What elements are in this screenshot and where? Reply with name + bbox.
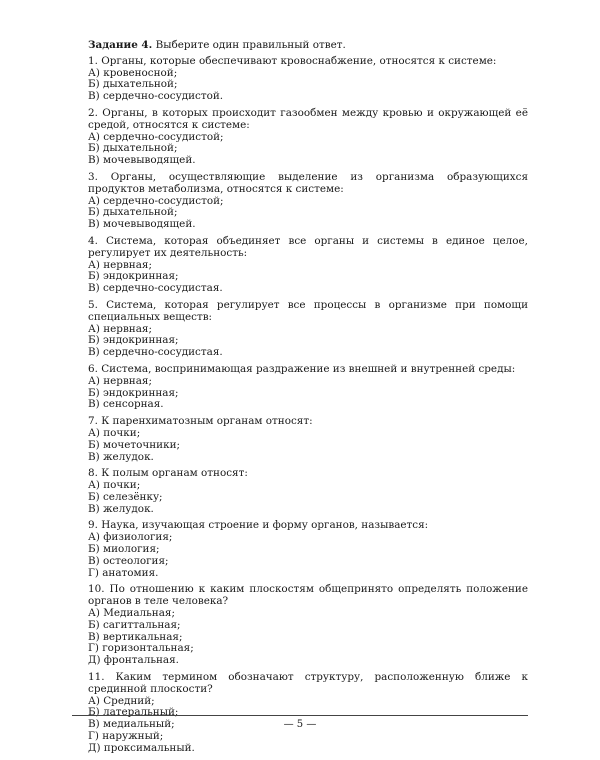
answer-option: Г) анатомия. [88,566,159,579]
question-11 [88,672,528,755]
answer-option: А) нервная; [88,258,152,271]
question-5 [88,300,528,359]
answer-option: В) сенсорная. [88,398,164,411]
question-stem: 3. Органы, осуществляющие выделение из организма образующихся продуктов метаболизма, относятся к системе: [88,170,528,195]
question-stem: 10. По отношению к каким плоскостям общепринято определять положение органов в теле человека? [88,583,528,608]
answer-option: А) почки; [88,479,141,492]
answer-option: Б) эндокринная; [88,334,179,347]
question-stem: 1. Органы, которые обеспечивают кровоснабжение, относятся к системе: [88,54,497,67]
answer-option: Д) фронтальная. [88,654,179,667]
answer-option: Г) наружный; [88,730,164,743]
question-stem: 6. Система, воспринимающая раздражение из внешней и внутренней среды: [88,362,516,375]
answer-option: А) Медиальная; [88,607,175,620]
question-8 [88,468,528,515]
task-content [88,40,528,760]
answer-option: А) Средний; [88,694,155,707]
answer-option: Б) миология; [88,543,160,556]
answer-option: Д) проксимальный. [88,741,195,754]
question-3 [88,172,528,231]
answer-option: Б) дыхательной; [88,206,178,219]
question-stem: 4. Система, которая объединяет все органы и системы в единое целое, регулирует их деятельность: [88,234,528,259]
answer-option: В) желудок. [88,450,154,463]
answer-option: В) мочевыводящей. [88,154,196,167]
answer-option: Б) мочеточники; [88,438,180,451]
answer-option: А) сердечно-сосудистой; [88,194,224,207]
answer-option: В) сердечно-сосудистой. [88,90,224,103]
page-number: — 5 — [283,719,317,730]
answer-option: А) физиология; [88,531,173,544]
question-stem: 9. Наука, изучающая строение и форму органов, называется: [88,519,429,532]
task-heading [88,40,528,52]
answer-option: А) нервная; [88,322,152,335]
answer-option: В) мочевыводящей. [88,218,196,231]
question-4 [88,236,528,295]
question-6 [88,364,528,411]
answer-option: Б) дыхательной; [88,142,178,155]
question-9 [88,520,528,579]
answer-option: Б) сагиттальная; [88,618,181,631]
answer-option: А) кровеносной; [88,66,178,79]
answer-option: В) медиальный; [88,718,175,731]
task-instruction: Выберите один правильный ответ. [155,39,346,51]
question-stem: 8. К полым органам относят: [88,467,248,480]
answer-option: В) остеология; [88,554,169,567]
answer-option: А) почки; [88,426,141,439]
answer-option: А) нервная; [88,374,152,387]
question-stem: 5. Система, которая регулирует все процессы в организме при помощи специальных веществ: [88,298,528,323]
question-list [88,56,528,755]
task-label: Задание 4. [88,39,153,51]
question-7 [88,416,528,463]
answer-option: Б) эндокринная; [88,270,179,283]
question-1 [88,56,528,103]
question-10 [88,584,528,667]
answer-option: В) сердечно-сосудистая. [88,346,223,359]
question-stem: 11. Каким термином обозначают структуру, расположенную ближе к срединной плоскости? [88,671,528,695]
answer-option: Б) эндокринная; [88,386,179,399]
question-stem: 7. К паренхиматозным органам относят: [88,415,313,428]
answer-option: Б) селезёнку; [88,490,163,503]
question-stem: 2. Органы, в которых происходит газообмен между кровью и окружающей её средой, относятся к системе: [88,106,528,131]
answer-option: Б) дыхательной; [88,78,178,91]
answer-option: Б) латеральный; [88,706,179,719]
answer-option: А) сердечно-сосудистой; [88,130,224,143]
answer-option: В) сердечно-сосудистая. [88,282,223,295]
answer-option: В) вертикальная; [88,630,183,643]
footer-divider [72,715,528,716]
question-2 [88,108,528,167]
answer-option: Г) горизонтальная; [88,642,194,655]
answer-option: В) желудок. [88,502,154,515]
